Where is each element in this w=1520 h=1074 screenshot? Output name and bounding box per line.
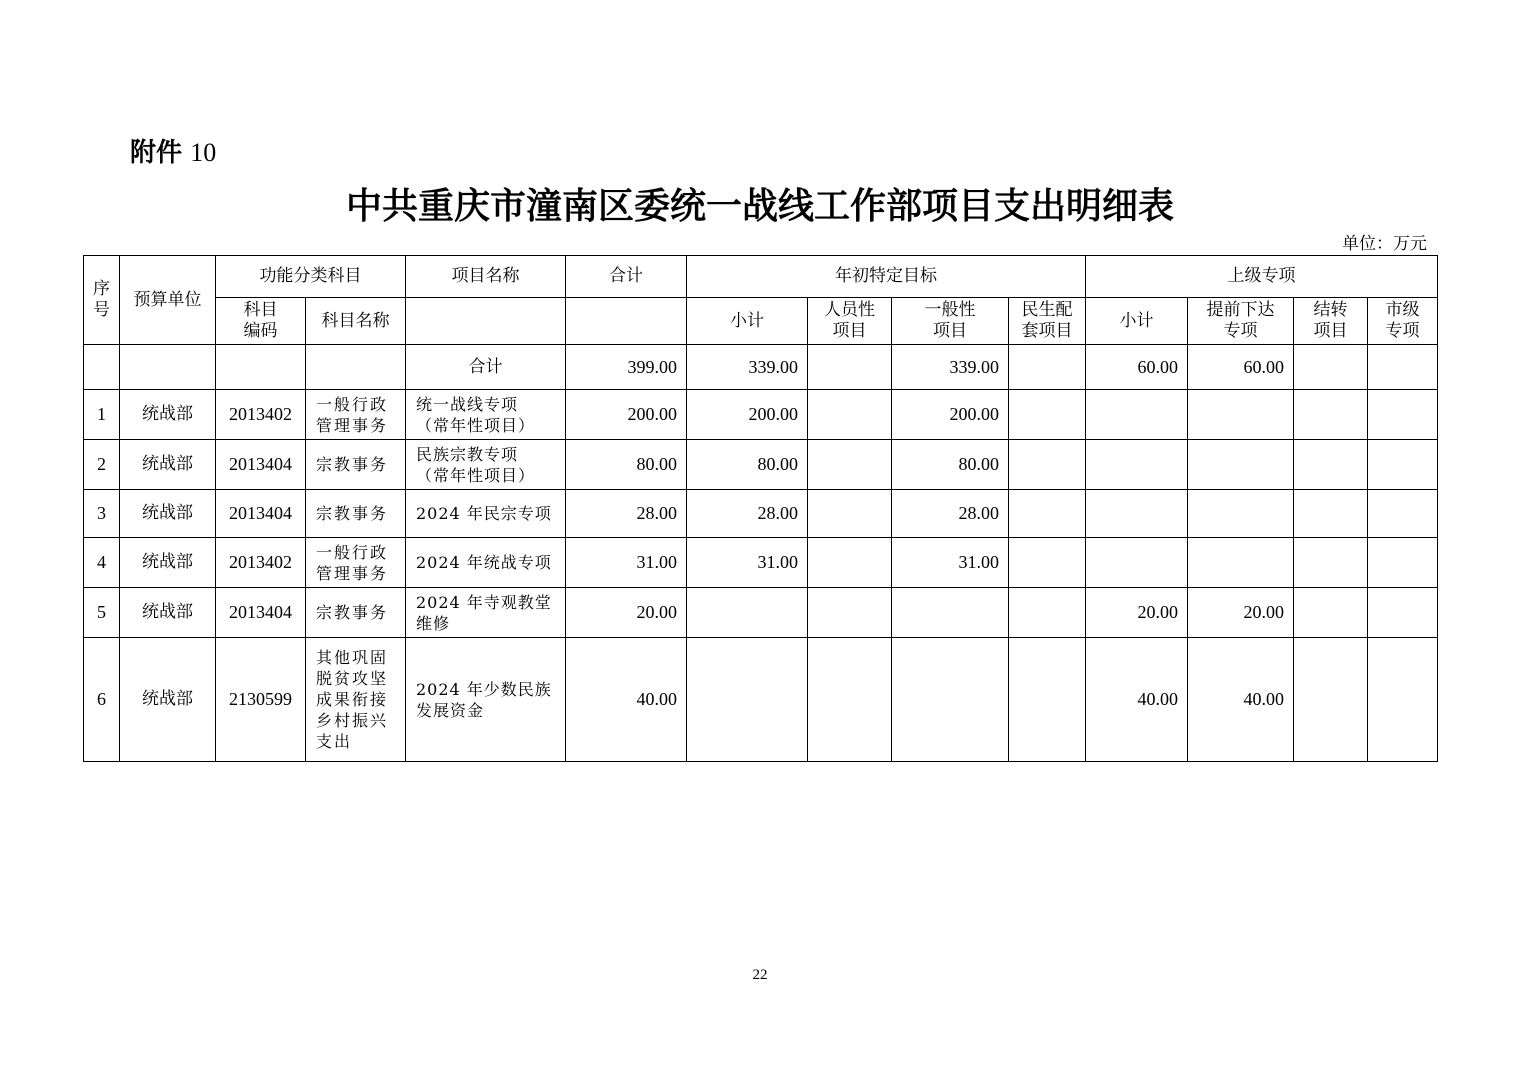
cell-empty xyxy=(84,345,120,390)
unit-label: 单位：万元 xyxy=(1342,234,1427,254)
total-livelihood xyxy=(1009,345,1086,390)
row-total: 31.00 xyxy=(566,538,687,588)
row-advance xyxy=(1188,440,1294,490)
row-carryover xyxy=(1294,538,1368,588)
row-personnel xyxy=(808,440,892,490)
total-advance: 60.00 xyxy=(1188,345,1294,390)
row-annual-subtotal: 200.00 xyxy=(687,390,808,440)
row-superior-subtotal xyxy=(1086,440,1188,490)
row-total: 80.00 xyxy=(566,440,687,490)
row-budget-unit: 统战部 xyxy=(120,538,216,588)
page-number: 22 xyxy=(752,967,768,983)
row-subject-name: 其他巩固 脱贫攻坚 成果衔接 乡村振兴 支出 xyxy=(306,638,406,762)
row-personnel xyxy=(808,490,892,538)
header-livelihood: 民生配 套项目 xyxy=(1009,298,1086,345)
total-city xyxy=(1368,345,1438,390)
row-subject-code: 2013402 xyxy=(216,538,306,588)
row-livelihood xyxy=(1009,638,1086,762)
header-seq: 序 号 xyxy=(84,256,120,345)
total-annual-subtotal: 339.00 xyxy=(687,345,808,390)
row-annual-subtotal: 80.00 xyxy=(687,440,808,490)
row-project-name: 2024 年寺观教堂 维修 xyxy=(406,588,566,638)
row-subject-name: 一般行政 管理事务 xyxy=(306,390,406,440)
row-annual-subtotal xyxy=(687,638,808,762)
header-project-name: 项目名称 xyxy=(406,256,566,298)
header-func-class: 功能分类科目 xyxy=(216,256,406,298)
row-seq: 4 xyxy=(84,538,120,588)
row-city xyxy=(1368,538,1438,588)
header-subtotal-b: 小计 xyxy=(1086,298,1188,345)
attachment-word: 附件 xyxy=(130,138,183,168)
row-city xyxy=(1368,490,1438,538)
row-subject-code: 2013404 xyxy=(216,490,306,538)
header-total: 合计 xyxy=(566,256,687,298)
row-carryover xyxy=(1294,588,1368,638)
row-personnel xyxy=(808,638,892,762)
header-empty xyxy=(406,298,566,345)
row-subject-name: 宗教事务 xyxy=(306,588,406,638)
header-row-1 xyxy=(84,256,1438,298)
table-row xyxy=(84,440,1438,490)
row-livelihood xyxy=(1009,490,1086,538)
row-budget-unit: 统战部 xyxy=(120,638,216,762)
row-total: 200.00 xyxy=(566,390,687,440)
table-row xyxy=(84,490,1438,538)
header-personnel: 人员性 项目 xyxy=(808,298,892,345)
row-personnel xyxy=(808,390,892,440)
row-total: 40.00 xyxy=(566,638,687,762)
row-seq: 3 xyxy=(84,490,120,538)
row-annual-subtotal xyxy=(687,588,808,638)
row-superior-subtotal xyxy=(1086,490,1188,538)
row-budget-unit: 统战部 xyxy=(120,440,216,490)
table-row xyxy=(84,638,1438,762)
header-general: 一般性 项目 xyxy=(892,298,1009,345)
cell-empty xyxy=(306,345,406,390)
row-advance xyxy=(1188,390,1294,440)
total-amount: 399.00 xyxy=(566,345,687,390)
row-project-name: 2024 年统战专项 xyxy=(406,538,566,588)
header-row-2 xyxy=(84,298,1438,345)
row-seq: 5 xyxy=(84,588,120,638)
row-advance xyxy=(1188,538,1294,588)
row-subject-name: 宗教事务 xyxy=(306,490,406,538)
row-total: 20.00 xyxy=(566,588,687,638)
row-livelihood xyxy=(1009,588,1086,638)
row-personnel xyxy=(808,588,892,638)
row-budget-unit: 统战部 xyxy=(120,588,216,638)
row-subject-name: 一般行政 管理事务 xyxy=(306,538,406,588)
row-livelihood xyxy=(1009,390,1086,440)
header-superior: 上级专项 xyxy=(1086,256,1438,298)
row-project-name: 民族宗教专项 （常年性项目） xyxy=(406,440,566,490)
row-annual-subtotal: 31.00 xyxy=(687,538,808,588)
total-general: 339.00 xyxy=(892,345,1009,390)
row-total: 28.00 xyxy=(566,490,687,538)
header-carryover: 结转 项目 xyxy=(1294,298,1368,345)
row-project-name: 2024 年民宗专项 xyxy=(406,490,566,538)
total-label: 合计 xyxy=(406,345,566,390)
row-advance xyxy=(1188,490,1294,538)
row-carryover xyxy=(1294,440,1368,490)
header-empty xyxy=(566,298,687,345)
header-annual-target: 年初特定目标 xyxy=(687,256,1086,298)
row-advance: 40.00 xyxy=(1188,638,1294,762)
attachment-number: 10 xyxy=(190,138,217,167)
row-city xyxy=(1368,638,1438,762)
row-city xyxy=(1368,440,1438,490)
total-row xyxy=(84,345,1438,390)
row-general: 31.00 xyxy=(892,538,1009,588)
row-seq: 1 xyxy=(84,390,120,440)
total-carryover xyxy=(1294,345,1368,390)
header-budget-unit: 预算单位 xyxy=(120,256,216,345)
row-project-name: 2024 年少数民族 发展资金 xyxy=(406,638,566,762)
row-superior-subtotal: 40.00 xyxy=(1086,638,1188,762)
row-project-name: 统一战线专项 （常年性项目） xyxy=(406,390,566,440)
row-city xyxy=(1368,390,1438,440)
row-advance: 20.00 xyxy=(1188,588,1294,638)
row-subject-code: 2013404 xyxy=(216,440,306,490)
header-advance: 提前下达 专项 xyxy=(1188,298,1294,345)
row-carryover xyxy=(1294,490,1368,538)
row-subject-code: 2013402 xyxy=(216,390,306,440)
row-general: 200.00 xyxy=(892,390,1009,440)
header-subject-name: 科目名称 xyxy=(306,298,406,345)
table-row xyxy=(84,588,1438,638)
total-personnel xyxy=(808,345,892,390)
row-city xyxy=(1368,588,1438,638)
row-subject-name: 宗教事务 xyxy=(306,440,406,490)
header-subtotal-a: 小计 xyxy=(687,298,808,345)
row-general: 28.00 xyxy=(892,490,1009,538)
row-carryover xyxy=(1294,638,1368,762)
row-subject-code: 2013404 xyxy=(216,588,306,638)
project-expenditure-table xyxy=(83,255,1438,762)
attachment-label xyxy=(130,132,216,169)
row-superior-subtotal: 20.00 xyxy=(1086,588,1188,638)
row-personnel xyxy=(808,538,892,588)
total-superior-subtotal: 60.00 xyxy=(1086,345,1188,390)
row-livelihood xyxy=(1009,538,1086,588)
row-budget-unit: 统战部 xyxy=(120,390,216,440)
page-title: 中共重庆市潼南区委统一战线工作部项目支出明细表 xyxy=(345,186,1174,227)
cell-empty xyxy=(216,345,306,390)
table-row xyxy=(84,390,1438,440)
cell-empty xyxy=(120,345,216,390)
row-general xyxy=(892,588,1009,638)
table-row xyxy=(84,538,1438,588)
row-carryover xyxy=(1294,390,1368,440)
row-superior-subtotal xyxy=(1086,390,1188,440)
row-subject-code: 2130599 xyxy=(216,638,306,762)
row-seq: 2 xyxy=(84,440,120,490)
row-livelihood xyxy=(1009,440,1086,490)
row-seq: 6 xyxy=(84,638,120,762)
row-budget-unit: 统战部 xyxy=(120,490,216,538)
row-general xyxy=(892,638,1009,762)
header-subject-code: 科目 编码 xyxy=(216,298,306,345)
header-city: 市级 专项 xyxy=(1368,298,1438,345)
row-superior-subtotal xyxy=(1086,538,1188,588)
row-general: 80.00 xyxy=(892,440,1009,490)
row-annual-subtotal: 28.00 xyxy=(687,490,808,538)
